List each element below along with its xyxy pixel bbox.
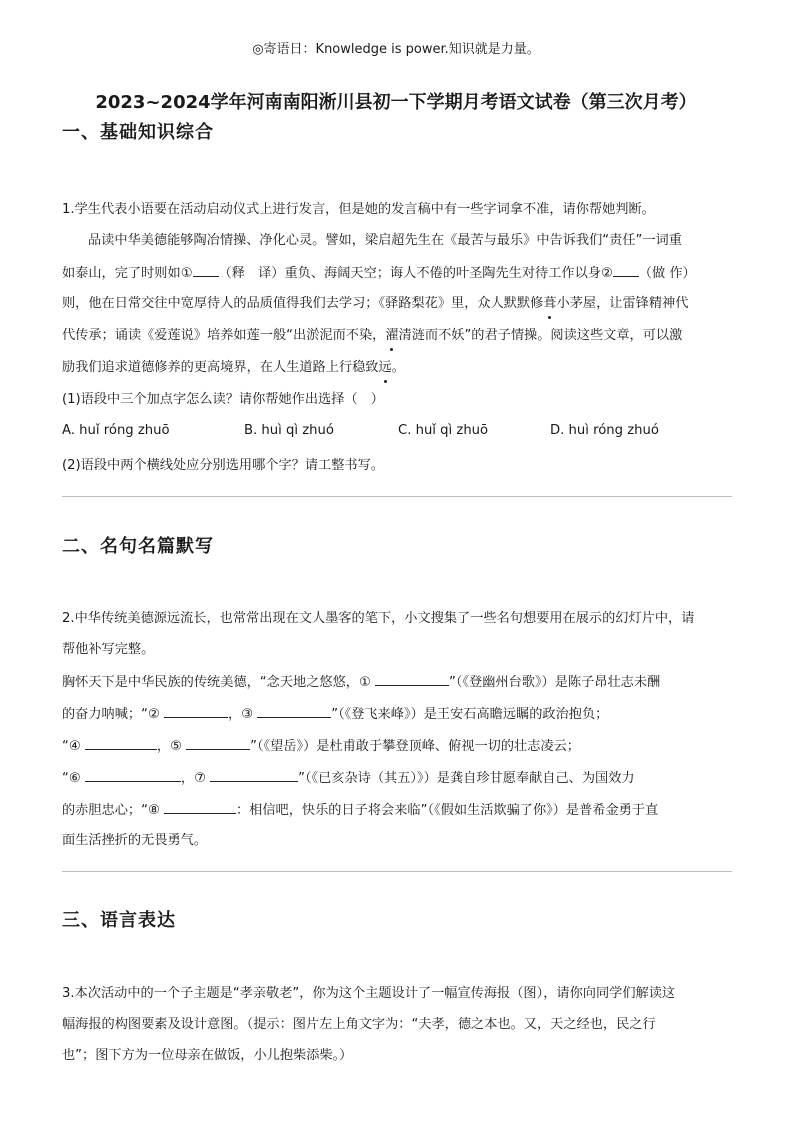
option-b[interactable]: B. huì qì zhuó	[244, 423, 334, 438]
question-3-line-2: 幅海报的构图要素及设计意图。（提示：图片左上角文字为：“夫孝，德之本也。又，天之经也，民之行	[62, 1017, 656, 1032]
passage-line-4	[62, 326, 682, 346]
recitation-line-5	[62, 799, 658, 821]
recitation-text: ，	[180, 771, 195, 786]
recitation-blank-6[interactable]	[85, 767, 181, 782]
recitation-text: ”（《登幽州台歌》）是陈子昂壮志未酬	[449, 675, 661, 690]
section-heading-recitation: 二、名句名篇默写	[62, 536, 214, 557]
answer-blank-1[interactable]	[193, 262, 219, 277]
recitation-blank-4[interactable]	[85, 735, 157, 750]
recitation-text: 胸怀天下是中华民族的传统美德，“念天地之悠悠，	[62, 675, 359, 690]
blank-number: ③	[241, 707, 254, 722]
option-c[interactable]: C. huǐ qì zhuō	[398, 423, 489, 438]
passage-line-1: 品读中华美德能够陶冶情操、净化心灵。譬如，梁启超先生在《最苦与最乐》中告诉我们“责任”一词重	[88, 233, 682, 248]
recitation-blank-1[interactable]	[375, 671, 449, 686]
motto-line: ◎寄语日：Knowledge is power.知识就是力量。	[252, 42, 540, 57]
divider	[62, 496, 732, 497]
recitation-text: ：相信吧，快乐的日子将会来临”（《假如生活欺骗了你》）是普希金勇于直	[236, 803, 659, 818]
question-3-line-3: 也”；图下方为一位母亲在做饭，小儿抱柴添柴。）	[62, 1048, 353, 1063]
blank-number: ②	[147, 707, 160, 722]
sub-question-2: (2)语段中两个横线处应分别选用哪个字？请工整书写。	[62, 458, 384, 473]
recitation-line-4	[62, 767, 635, 789]
recitation-blank-8[interactable]	[164, 799, 236, 814]
passage-text: 清涟而不妖”的君子情操。阅读这些文章，可以激	[398, 328, 683, 343]
recitation-text: ”（《望岳》）是杜甫敢于攀登顶峰、俯视一切的壮志凌云；	[250, 739, 580, 754]
blank-number: ②	[600, 266, 613, 281]
recitation-line-3	[62, 735, 580, 757]
blank-number: ①	[358, 675, 371, 690]
passage-text: 。	[391, 360, 405, 375]
passage-text: 励我们追求道德修养的更高境界，在人生道路上行稳致	[62, 360, 379, 375]
section-heading-language-expression: 三、语言表达	[62, 910, 176, 931]
dotted-character: 葺	[543, 294, 556, 314]
blank-number: ⑥	[68, 771, 81, 786]
blank-number: ④	[68, 739, 81, 754]
recitation-text: “	[62, 739, 69, 754]
passage-text: （做 作）	[638, 266, 696, 281]
dotted-character: 远	[379, 358, 392, 378]
recitation-blank-2[interactable]	[164, 703, 228, 718]
passage-line-3	[62, 294, 688, 314]
sub-question-1: (1)语段中三个加点字怎么读？请你帮她作出选择（ ）	[62, 392, 384, 407]
recitation-text: 的赤胆忠心；“	[62, 803, 148, 818]
question-1-intro: 1.学生代表小语要在活动启动仪式上进行发言，但是她的发言稿中有一些字词拿不准，请你帮她判断。	[62, 202, 655, 217]
passage-text: 则，他在日常交往中宽厚待人的品质值得我们去学习；《驿路梨花》里，众人默默修	[62, 296, 544, 311]
blank-number: ⑧	[147, 803, 160, 818]
recitation-line-1	[62, 671, 660, 693]
question-3-line-1: 3.本次活动中的一个子主题是“孝亲敬老”，你为这个主题设计了一幅宣传海报（图），请你向同学们解读这	[62, 986, 676, 1001]
blank-number: ①	[180, 266, 193, 281]
recitation-text: ，	[156, 739, 171, 754]
page-title: 2023~2024学年河南南阳淅川县初一下学期月考语文试卷（第三次月考）	[95, 92, 697, 113]
recitation-text: ，	[228, 707, 242, 722]
recitation-line-2	[62, 703, 608, 725]
option-a[interactable]: A. huǐ róng zhuō	[62, 423, 170, 438]
option-d[interactable]: D. huì róng zhuó	[550, 423, 659, 438]
passage-text: （释 译）重负、海阔天空；诲人不倦的叶圣陶先生对待工作以身	[218, 266, 601, 281]
recitation-text: “	[62, 771, 69, 786]
recitation-blank-7[interactable]	[210, 767, 298, 782]
recitation-text: ”（《已亥杂诗（其五）》）是龚自珍甘愿奉献自己、为国效力	[298, 771, 635, 786]
answer-blank-2[interactable]	[613, 262, 639, 277]
divider	[62, 871, 732, 872]
passage-text: 如泰山，完了时则如	[62, 266, 181, 281]
blank-number: ⑦	[194, 771, 206, 786]
recitation-blank-5[interactable]	[186, 735, 250, 750]
recitation-text: 的奋力呐喊；“	[62, 707, 148, 722]
recitation-line-6: 面生活挫折的无畏勇气。	[62, 833, 208, 848]
question-2-line-1: 2.中华传统美德源远流长，也常常出现在文人墨客的笔下，小文搜集了一些名句想要用在展示的幻灯片中，请	[62, 611, 695, 626]
blank-number: ⑤	[170, 739, 182, 754]
recitation-text: ”（《登飞来峰》）是王安石高瞻远瞩的政治抱负；	[331, 707, 609, 722]
question-2-line-2: 帮他补写完整。	[62, 642, 155, 657]
section-heading-basic-knowledge: 一、基础知识综合	[62, 122, 214, 143]
recitation-blank-3[interactable]	[257, 703, 331, 718]
passage-line-5	[62, 358, 405, 378]
passage-line-2	[62, 262, 696, 284]
passage-text: 小茅屋，让雷锋精神代	[556, 296, 689, 311]
dotted-character: 濯	[385, 326, 398, 346]
passage-text: 代传承；诵读《爱莲说》培养如莲一般“出淤泥而不染，	[62, 328, 386, 343]
